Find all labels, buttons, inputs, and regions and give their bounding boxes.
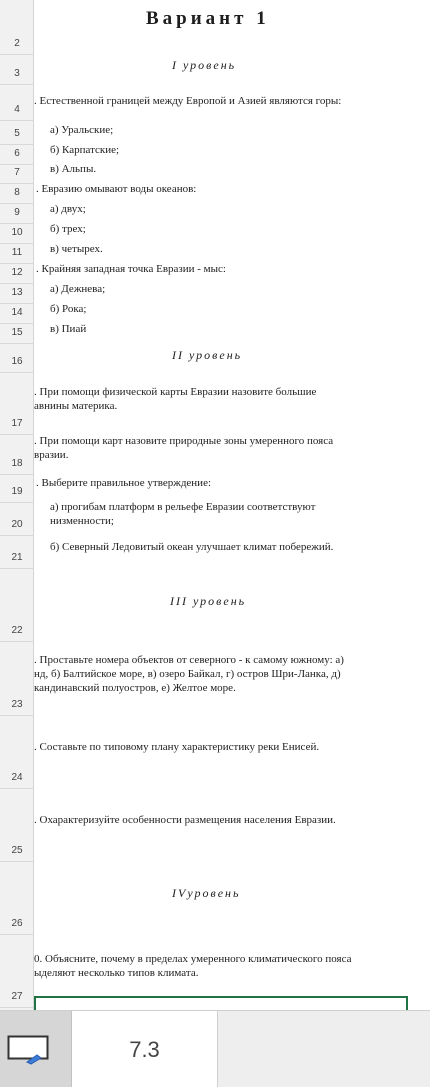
question-10-line1: 0. Объясните, почему в пределах умеренного климатического пояса	[34, 953, 352, 965]
row-headers[interactable]	[0, 0, 34, 1010]
monitor-icon	[7, 1035, 49, 1065]
question-2: . Евразию омывают воды океанов:	[36, 183, 197, 195]
row-divider	[0, 535, 34, 536]
row-header-25[interactable]: 25	[11, 845, 23, 856]
row-header-20[interactable]: 20	[11, 519, 23, 530]
document-image	[34, 0, 430, 1010]
question-4-line2: авнины материка.	[34, 400, 118, 412]
sheet-tab[interactable]: 7.3	[72, 1011, 218, 1087]
row-header-11[interactable]: 11	[11, 247, 23, 258]
row-divider	[0, 164, 34, 165]
question-6: . Выберите правильное утверждение:	[36, 477, 212, 489]
row-header-12[interactable]: 12	[11, 267, 23, 278]
row-header-22[interactable]: 22	[11, 625, 23, 636]
answer-1a: а) Уральские;	[50, 124, 114, 136]
answer-3c: в) Пиай	[50, 323, 87, 335]
row-divider	[0, 84, 34, 85]
row-divider	[0, 323, 34, 324]
question-4-line1: . При помощи физической карты Евразии назовите большие	[34, 386, 317, 398]
row-header-17[interactable]: 17	[11, 418, 23, 429]
row-divider	[0, 568, 34, 569]
view-toggle-button[interactable]	[0, 1011, 72, 1087]
question-8: . Составьте по типовому плану характеристику реки Енисей.	[34, 741, 320, 753]
row-header-19[interactable]: 19	[11, 486, 23, 497]
answer-3a: а) Дежнева;	[50, 283, 106, 295]
row-divider	[0, 223, 34, 224]
row-divider	[0, 715, 34, 716]
row-divider	[0, 788, 34, 789]
row-divider	[0, 303, 34, 304]
row-header-15[interactable]: 15	[11, 327, 23, 338]
row-header-24[interactable]: 24	[11, 772, 23, 783]
row-header-13[interactable]: 13	[11, 287, 23, 298]
question-5-line2: вразии.	[34, 449, 69, 461]
row-header-10[interactable]: 10	[11, 227, 23, 238]
question-7-line2: нд, б) Балтийское море, в) озеро Байкал, г) остров Шри-Ланка, д)	[34, 668, 341, 680]
row-header-2[interactable]: 2	[14, 38, 20, 49]
row-header-23[interactable]: 23	[11, 699, 23, 710]
row-divider	[0, 1007, 34, 1008]
row-divider	[0, 372, 34, 373]
row-divider	[0, 861, 34, 862]
row-header-14[interactable]: 14	[11, 307, 23, 318]
row-divider	[0, 343, 34, 344]
row-header-16[interactable]: 16	[11, 356, 23, 367]
row-divider	[0, 934, 34, 935]
level-heading-3: III уровень	[170, 594, 247, 608]
row-header-4[interactable]: 4	[14, 104, 20, 115]
row-header-21[interactable]: 21	[11, 552, 23, 563]
answer-6a-line2: низменности;	[50, 515, 114, 527]
level-heading-4: IVуровень	[172, 886, 241, 900]
answer-1c: в) Альпы.	[50, 163, 97, 175]
question-9: . Охарактеризуйте особенности размещения населения Евразии.	[34, 814, 336, 826]
row-divider	[0, 434, 34, 435]
level-heading-2: II уровень	[172, 348, 243, 362]
row-divider	[0, 474, 34, 475]
level-heading-1: I уровень	[172, 58, 237, 72]
tab-bar-empty-area	[218, 1011, 430, 1087]
answer-2c: в) четырех.	[50, 243, 103, 255]
row-divider	[0, 144, 34, 145]
row-header-5[interactable]: 5	[14, 128, 20, 139]
question-5-line1: . При помощи карт назовите природные зоны умеренного пояса	[34, 435, 334, 447]
row-divider	[0, 263, 34, 264]
row-divider	[0, 120, 34, 121]
row-header-6[interactable]: 6	[14, 148, 20, 159]
question-7-line1: . Проставьте номера объектов от северного - к самому южному: а)	[34, 654, 344, 666]
answer-6a-line1: а) прогибам платформ в рельефе Евразии соответствуют	[50, 501, 316, 513]
row-header-9[interactable]: 9	[14, 207, 20, 218]
question-3: . Крайняя западная точка Евразии - мыс:	[36, 263, 226, 275]
row-header-8[interactable]: 8	[14, 187, 20, 198]
question-7-line3: кандинавский полуостров, е) Желтое море.	[34, 682, 236, 694]
cell-selection[interactable]	[34, 996, 408, 1010]
row-header-26[interactable]: 26	[11, 918, 23, 929]
row-divider	[0, 283, 34, 284]
question-1: . Естественной границей между Европой и Азией являются горы:	[34, 95, 342, 107]
row-divider	[0, 641, 34, 642]
row-header-3[interactable]: 3	[14, 68, 20, 79]
row-header-7[interactable]: 7	[14, 167, 20, 178]
answer-3b: б) Рока;	[50, 303, 87, 315]
row-header-27[interactable]: 27	[11, 991, 23, 1002]
answer-1b: б) Карпатские;	[50, 144, 120, 156]
question-10-line2: ыделяют несколько типов климата.	[34, 967, 199, 979]
page-title: Вариант 1	[146, 8, 270, 29]
answer-2b: б) трех;	[50, 223, 86, 235]
row-divider	[0, 203, 34, 204]
sheet-tab-bar	[0, 1010, 430, 1087]
row-divider	[0, 183, 34, 184]
row-divider	[0, 502, 34, 503]
row-header-18[interactable]: 18	[11, 458, 23, 469]
row-divider	[0, 54, 34, 55]
answer-6b: б) Северный Ледовитый океан улучшает климат побережий.	[50, 541, 334, 553]
answer-2a: а) двух;	[50, 203, 86, 215]
row-divider	[0, 243, 34, 244]
